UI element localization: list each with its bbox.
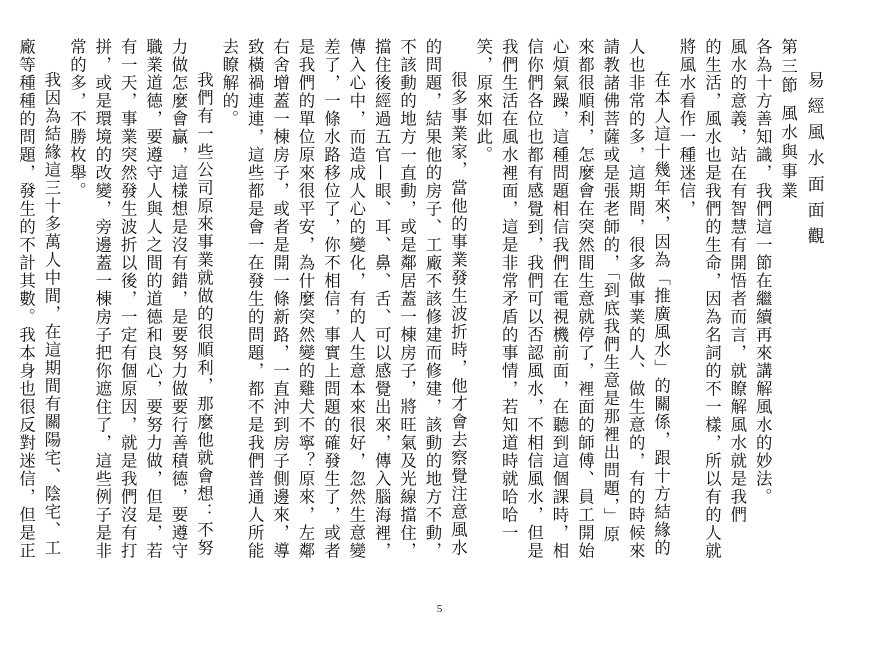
text-column: 心煩氣躁，這種問題相信我們在電視機前面，在聽到這個課時，相 bbox=[550, 38, 569, 560]
text-column: 人也非常的多，這期間，很多做事業的人、做生意的，有的時候來 bbox=[626, 38, 646, 560]
text-column: 職業道德，要遵守人與人之間的道德和良心，要努力做，但是，若 bbox=[143, 38, 163, 560]
text-column: 風水的意義，站在有智慧有開悟者而言，就瞭解風水就是我們 bbox=[727, 38, 747, 524]
text-column: 我因為結緣這三十多萬人中間，在這期間有關陽宅、陰宅、工 bbox=[42, 71, 61, 557]
text-column: 我們生活在風水裡面，這是非常矛盾的事情，若知道時就哈哈一 bbox=[499, 38, 519, 542]
text-column: 很多事業家，當他的事業發生波折時，他才會去察覺注意風水 bbox=[448, 71, 468, 557]
section-title: 第三節 風水與事業 bbox=[778, 38, 798, 202]
text-column: 常的多，不勝枚舉。 bbox=[67, 38, 87, 200]
text-column: 的生活，風水也是我們的生命，因為名詞的不一樣，所以有的人就 bbox=[702, 38, 722, 560]
text-column: 傳入心中，而造成人心的變化，有的人生意本來很好，忽然生意變 bbox=[346, 38, 366, 560]
text-column: 是我們的單位原來很平安，為什麼突然變的雞犬不寧？原來，左鄰 bbox=[296, 38, 315, 560]
text-column: 的問題，結果他的房子、工廠不該修建而修建，該動的地方不動， bbox=[423, 38, 442, 560]
page-number: 5 bbox=[436, 603, 443, 615]
text-column: 請教諸佛菩薩或是張老師的，「到底我們生意是那裡出問題，」原 bbox=[600, 38, 620, 544]
text-column: 廠等種種的問題，發生的不計其數。我本身也很反對迷信，但是正 bbox=[16, 38, 36, 560]
text-column: 將風水看作一種迷信， bbox=[677, 38, 696, 218]
text-column: 信你們各位也都有感覺到，我們可以否認風水，不相信風水，但是 bbox=[524, 38, 544, 560]
text-column: 拼，或是環境的改變，旁邊蓋一棟房子把你遮住了，這些例子是非 bbox=[92, 38, 112, 560]
text-column: 去瞭解的。 bbox=[219, 38, 239, 128]
text-column: 右舍增蓋一棟房子，或者是開一條新路，一直沖到房子側邊來，導 bbox=[270, 38, 290, 560]
text-column: 有一天，事業突然發生波折以後，一定有個原因，就是我們沒有打 bbox=[118, 38, 138, 560]
text-column: 差了，一條水路移位了，你不相信，事實上問題的確發生了，或者 bbox=[321, 38, 341, 560]
text-column: 擋住後經過五官—眼、耳、鼻、舌、可以感覺出來，傳入腦海裡， bbox=[372, 38, 392, 560]
text-column: 力做怎麼會贏，這樣想是沒有錯，是要努力做要行善積德，要遵守 bbox=[169, 38, 188, 560]
text-column: 致橫禍連連，這些都是會一在發生的問題，都不是我們普通人所能 bbox=[245, 38, 265, 560]
text-column: 來都很順利，怎麼會在突然間生意就停了，裡面的師傅、員工開始 bbox=[575, 38, 595, 560]
text-column: 不該動的地方一直動，或是鄰居蓋一棟房子，將旺氣及光線擋住， bbox=[397, 38, 417, 560]
running-header: 易經風水面面觀 bbox=[803, 71, 824, 253]
text-column: 我們有一些公司原來事業就做的很順利，那麼他就會想：不努 bbox=[194, 71, 214, 557]
text-column: 笑，原來如此。 bbox=[473, 38, 493, 164]
text-column: 在本人這十幾年來，因為「推廣風水」的關係，跟十方結緣的 bbox=[651, 71, 671, 557]
text-column: 各為十方善知識，我們這一節在繼續再來講解風水的妙法。 bbox=[753, 38, 773, 506]
